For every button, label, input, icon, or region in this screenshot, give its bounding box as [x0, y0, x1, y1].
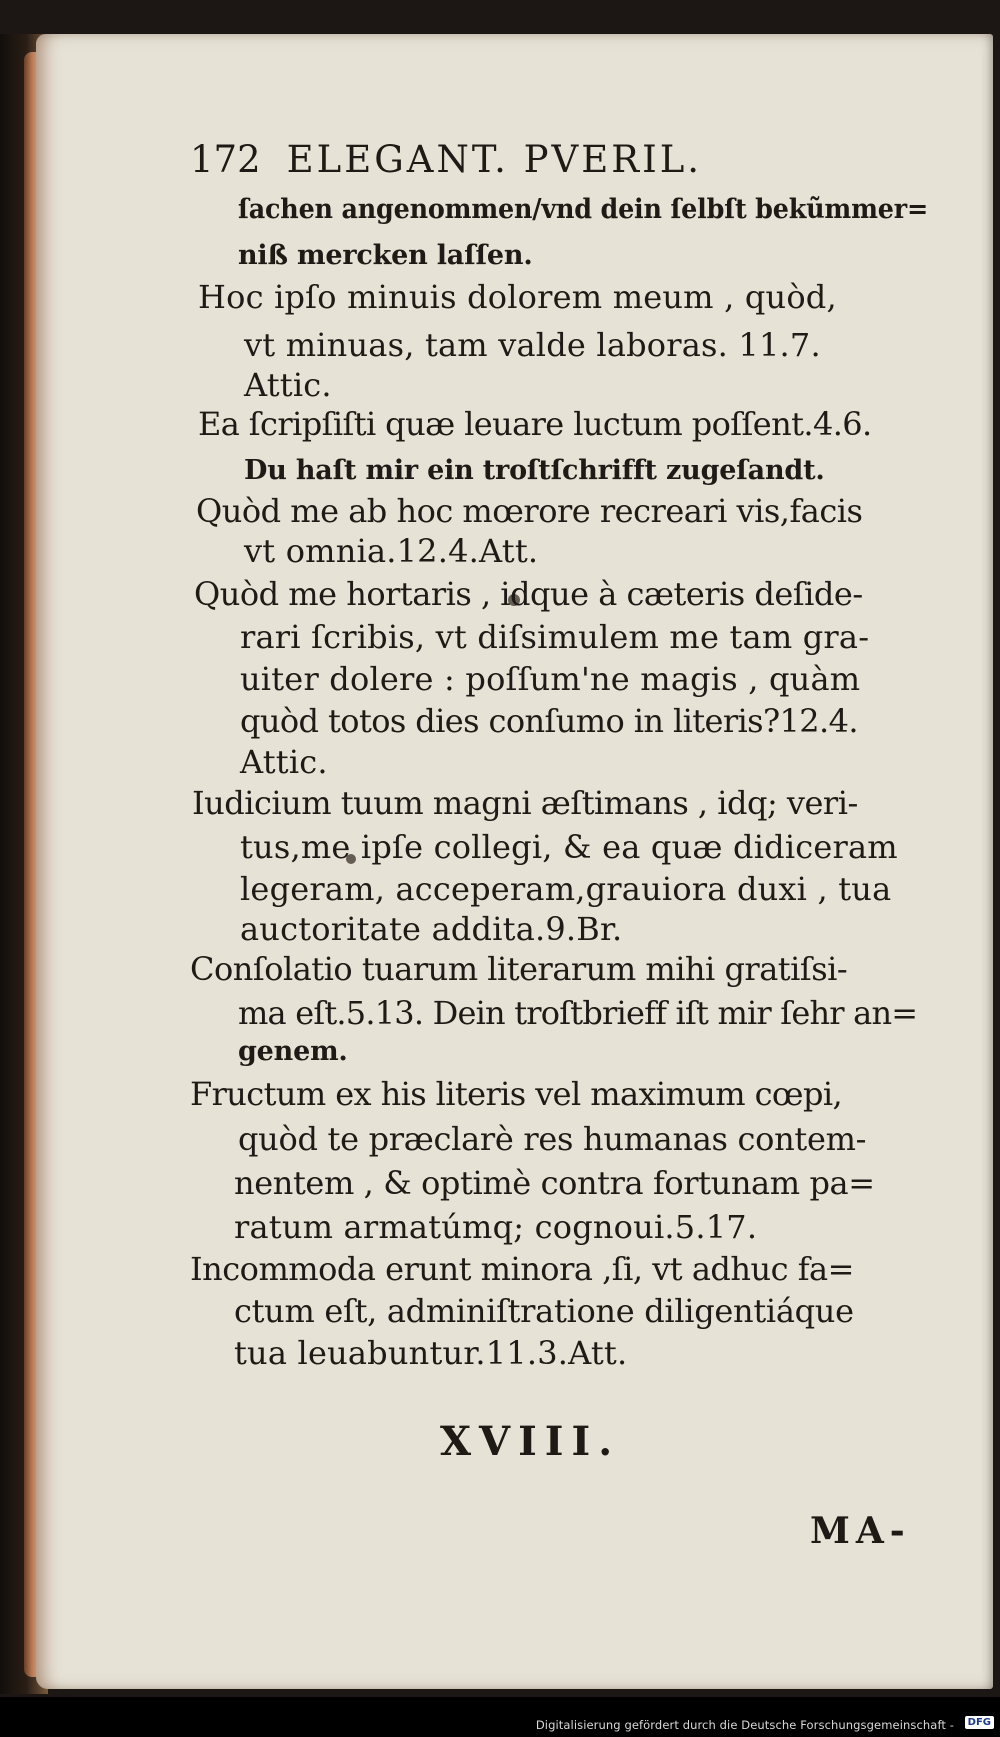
digitization-credit: Digitalisierung gefördert durch die Deutsche Forschungsgemeinschaft -: [535, 1718, 954, 1732]
text-line: ſachen angenommen/vnd dein ſelbſt bekũmmer=: [238, 194, 929, 225]
text-line: ctum eſt, adminiſtratione diligentiáque: [234, 1292, 854, 1330]
text-line: niß mercken laſſen.: [238, 240, 533, 271]
text-line: vt minuas, tam valde laboras. 11.7.: [244, 326, 821, 364]
text-line: ratum armatúmq; cognoui.5.17.: [234, 1208, 758, 1246]
text-line: rari ſcribis, vt diſsimulem me tam gra-: [240, 618, 870, 656]
text-line: Quòd me ab hoc mœrore recreari vis,facis: [196, 492, 863, 530]
text-line: Conſolatio tuarum literarum mihi gratiſsi-: [190, 950, 848, 988]
text-line: Du haſt mir ein troſtſchrifft zugeſandt.: [244, 455, 825, 486]
text-line: auctoritate addita.9.Br.: [240, 910, 623, 948]
text-line: ma eſt.5.13. Dein troſtbrieff iſt mir ſehr an=: [238, 994, 918, 1032]
text-line: quòd totos dies conſumo in literis?12.4.: [240, 702, 858, 740]
text-line: uiter dolere : poſſum'ne magis , quàm: [240, 660, 861, 698]
dfg-logo: DFG: [965, 1716, 994, 1729]
text-line: Hoc ipſo minuis dolorem meum , quòd,: [198, 278, 837, 316]
text-line: quòd te præclarè res humanas contem-: [238, 1120, 867, 1158]
text-line: Quòd me hortaris , idque à cæteris deſide-: [194, 575, 863, 613]
catchword: MA-: [810, 1510, 911, 1552]
page-number: 172: [190, 138, 261, 181]
text-line: Ea ſcripſiſti quæ leuare luctum poſſent.4.6.: [198, 405, 872, 443]
section-numeral: XVIII.: [440, 1418, 621, 1465]
text-line: Attic.: [240, 743, 328, 781]
text-line: Iudicium tuum magni æſtimans , idq; veri-: [192, 784, 858, 822]
text-line: tua leuabuntur.11.3.Att.: [234, 1334, 628, 1372]
text-line: vt omnia.12.4.Att.: [244, 532, 539, 570]
text-line: Fructum ex his literis vel maximum cœpi,: [190, 1075, 843, 1113]
text-line: legeram, acceperam,grauiora duxi , tua: [240, 870, 892, 908]
running-title: ELEGANT. PVERIL.: [286, 138, 703, 181]
text-line: Incommoda erunt minora ,ſi, vt adhuc fa=: [190, 1250, 854, 1288]
text-line: nentem , & optimè contra fortunam pa=: [234, 1164, 875, 1202]
running-head: [190, 138, 702, 181]
text-line: genem.: [238, 1036, 348, 1067]
text-line: Attic.: [244, 366, 332, 404]
text-line: tus,me ipſe collegi, & ea quæ didiceram: [240, 828, 898, 866]
